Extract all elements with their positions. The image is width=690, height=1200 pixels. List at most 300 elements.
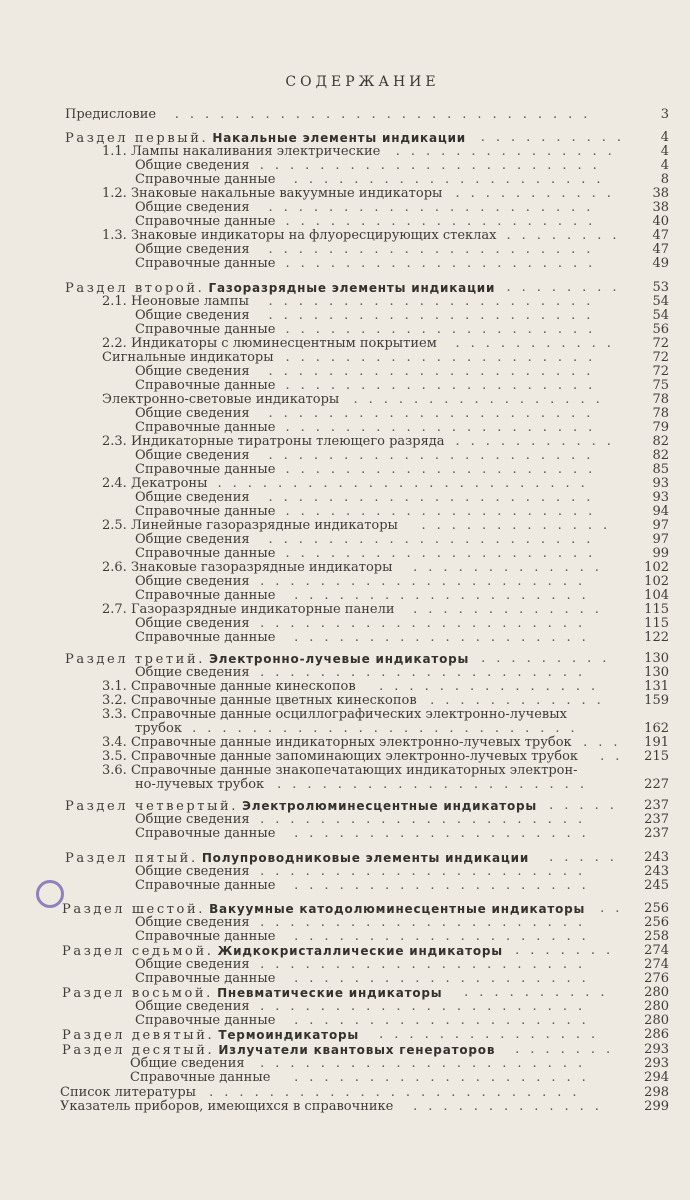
dot-leader: ........... bbox=[455, 186, 622, 201]
toc-entry-text bbox=[102, 295, 249, 309]
toc-page-number: 115 bbox=[644, 602, 669, 617]
toc-entry-text bbox=[102, 603, 395, 617]
toc-entry-text bbox=[135, 879, 275, 893]
toc-entry-text bbox=[135, 505, 275, 519]
toc-row bbox=[0, 519, 690, 533]
dot-leader: ............... bbox=[395, 144, 623, 159]
toc-section-heading: Электролюминесцентные индикаторы bbox=[242, 799, 538, 813]
toc-entry-label: Справочные данные bbox=[135, 826, 276, 841]
toc-page-number: 53 bbox=[652, 280, 669, 295]
toc-section-row bbox=[0, 986, 690, 1000]
dot-leader: .......... bbox=[480, 130, 633, 145]
toc-row bbox=[0, 393, 690, 407]
toc-row bbox=[0, 159, 690, 173]
toc-page-number: 162 bbox=[644, 721, 669, 736]
toc-row bbox=[0, 337, 690, 351]
toc-row bbox=[0, 778, 690, 792]
dot-leader: ..................... bbox=[285, 420, 604, 435]
toc-entry-text bbox=[135, 421, 275, 435]
toc-page-number: 78 bbox=[652, 406, 669, 421]
toc-entry-text bbox=[135, 463, 275, 477]
dot-leader: ...................... bbox=[260, 1056, 594, 1071]
dot-leader: ...................... bbox=[268, 308, 602, 323]
toc-page-number: 8 bbox=[660, 172, 669, 187]
dot-leader: ..................... bbox=[285, 378, 604, 393]
toc-row bbox=[0, 575, 690, 589]
dot-leader: ...................... bbox=[260, 957, 594, 972]
toc-row bbox=[0, 449, 690, 463]
toc-section-heading: Газоразрядные элементы индикации bbox=[208, 281, 496, 295]
toc-entry-text bbox=[102, 519, 398, 533]
toc-entry-label: Общие сведения bbox=[135, 448, 250, 463]
dot-leader: ........ bbox=[506, 280, 628, 295]
toc-section-row bbox=[0, 851, 690, 865]
dot-leader: ..................... bbox=[285, 546, 604, 561]
page-title: СОДЕРЖАНИЕ bbox=[285, 74, 440, 90]
toc-entry-text bbox=[60, 1086, 196, 1100]
toc-entry-label: Справочные данные bbox=[135, 172, 276, 187]
toc-entry-label: 3.5. Справочные данные запоминающих электронно-лучевых трубок bbox=[102, 749, 579, 764]
toc-row bbox=[0, 421, 690, 435]
toc-section-heading: Жидкокристаллические индикаторы bbox=[217, 944, 503, 958]
toc-entry-label: Общие сведения bbox=[135, 200, 250, 215]
toc-row bbox=[0, 1100, 690, 1114]
toc-row bbox=[0, 1071, 690, 1085]
toc-entry-label: 2.4. Декатроны bbox=[102, 476, 208, 491]
toc-page-number: 280 bbox=[644, 985, 669, 1000]
dot-leader: ...................... bbox=[268, 242, 602, 257]
toc-entry-label: Общие сведения bbox=[135, 308, 250, 323]
toc-page-number: 237 bbox=[644, 812, 669, 827]
toc-entry-text bbox=[135, 533, 250, 547]
toc-entry-label: Электронно-световые индикаторы bbox=[102, 392, 340, 407]
toc-row bbox=[0, 435, 690, 449]
dot-leader: ..................... bbox=[277, 777, 595, 792]
dot-leader: ............................ bbox=[174, 107, 599, 122]
toc-entry-text bbox=[135, 323, 275, 337]
toc-entry-label: Раздел первый. bbox=[65, 131, 209, 146]
toc-page-number: 293 bbox=[644, 1042, 669, 1057]
toc-entry-label: Общие сведения bbox=[135, 864, 250, 879]
toc-page-number: 159 bbox=[644, 693, 669, 708]
toc-entry-text bbox=[102, 435, 445, 449]
toc-entry-label: 2.2. Индикаторы с люминесцентным покрытием bbox=[102, 336, 437, 351]
toc-entry-text bbox=[135, 589, 275, 603]
toc-row bbox=[0, 1000, 690, 1014]
toc-entry-label: Список литературы bbox=[60, 1085, 197, 1100]
toc-entry-text bbox=[102, 694, 417, 708]
toc-row bbox=[0, 351, 690, 365]
dot-leader: ...................... bbox=[268, 490, 602, 505]
toc-page-number: 256 bbox=[644, 915, 669, 930]
toc-entry-label: Справочные данные bbox=[135, 971, 276, 986]
toc-page-number: 78 bbox=[652, 392, 669, 407]
toc-row bbox=[0, 243, 690, 257]
toc-entry-text bbox=[102, 477, 207, 491]
toc-page-number: 243 bbox=[644, 864, 669, 879]
toc-section-row bbox=[0, 902, 690, 916]
toc-row bbox=[0, 145, 690, 159]
toc-row bbox=[0, 215, 690, 229]
dot-leader: ............. bbox=[413, 602, 610, 617]
dot-leader: .................... bbox=[294, 826, 597, 841]
toc-entry-label: Общие сведения bbox=[135, 242, 250, 257]
toc-page-number: 72 bbox=[652, 336, 669, 351]
toc-page-number: 215 bbox=[644, 749, 669, 764]
toc-entry-label: Общие сведения bbox=[135, 406, 250, 421]
toc-page-number: 191 bbox=[644, 735, 669, 750]
toc-row bbox=[0, 477, 690, 491]
toc-entry-text bbox=[135, 972, 275, 986]
toc-row bbox=[0, 589, 690, 603]
toc-entry-label: Справочные данные bbox=[130, 1070, 271, 1085]
dot-leader: ..... bbox=[549, 850, 625, 865]
toc-entry-label: Справочные данные bbox=[135, 420, 276, 435]
dot-leader: ............. bbox=[421, 518, 619, 533]
toc-entry-text bbox=[135, 1000, 250, 1014]
toc-entry-text bbox=[102, 680, 356, 694]
toc-page-number: 280 bbox=[644, 1013, 669, 1028]
toc-entry-text bbox=[135, 215, 275, 229]
toc-section-row bbox=[0, 131, 690, 145]
dot-leader: .................... bbox=[294, 1013, 597, 1028]
toc-entry-text bbox=[135, 958, 250, 972]
dot-leader: ...................... bbox=[260, 864, 594, 879]
toc-row bbox=[0, 463, 690, 477]
toc-row bbox=[0, 865, 690, 879]
toc-row bbox=[0, 930, 690, 944]
toc-row bbox=[0, 1057, 690, 1071]
toc-row bbox=[0, 617, 690, 631]
toc-entry-label: Справочные данные bbox=[135, 929, 276, 944]
toc-page-number: 47 bbox=[652, 242, 669, 257]
dot-leader: ........ bbox=[506, 228, 628, 243]
toc-page-number: 276 bbox=[644, 971, 669, 986]
dot-leader: ............. bbox=[413, 1099, 610, 1114]
toc-entry-text bbox=[135, 916, 250, 930]
toc-row bbox=[0, 407, 690, 421]
toc-page-number: 130 bbox=[644, 651, 669, 666]
toc-entry-label: Общие сведения bbox=[135, 158, 250, 173]
toc-page-number: 79 bbox=[652, 420, 669, 435]
toc-row bbox=[0, 309, 690, 323]
toc-entry-label: Раздел девятый. bbox=[62, 1028, 215, 1043]
toc-entry-text bbox=[130, 1071, 270, 1085]
toc-page-number: 4 bbox=[660, 130, 669, 145]
toc-section-heading: Термоиндикаторы bbox=[218, 1028, 360, 1042]
toc-section-heading: Пневматические индикаторы bbox=[217, 986, 443, 1000]
toc-entry-text bbox=[102, 351, 274, 365]
toc-entry-text bbox=[135, 159, 250, 173]
dot-leader: ......... bbox=[481, 651, 618, 666]
dot-leader: .................... bbox=[294, 588, 597, 603]
toc-entry-label: Справочные данные bbox=[135, 378, 276, 393]
toc-entry-label: 3.6. Справочные данные знакопечатающих индикаторных электрон- bbox=[102, 763, 578, 778]
toc-entry-text bbox=[135, 930, 275, 944]
toc-row bbox=[0, 750, 690, 764]
toc-row bbox=[0, 547, 690, 561]
toc-entry-label: Справочные данные bbox=[135, 462, 276, 477]
toc-entry-label: Общие сведения bbox=[135, 364, 250, 379]
toc-entry-text bbox=[135, 365, 250, 379]
toc-section-heading: Излучатели квантовых генераторов bbox=[218, 1043, 496, 1057]
dot-leader: .. bbox=[600, 901, 631, 916]
toc-row bbox=[0, 257, 690, 271]
toc-entry-text bbox=[135, 173, 275, 187]
dot-leader: ..................... bbox=[285, 214, 604, 229]
toc-row bbox=[0, 879, 690, 893]
toc-page-number: 130 bbox=[644, 665, 669, 680]
toc-section-row bbox=[0, 799, 690, 813]
toc-entry-text bbox=[135, 722, 182, 736]
toc-entry-text bbox=[130, 1057, 245, 1071]
toc-entry-label: Раздел седьмой. bbox=[62, 944, 214, 959]
toc-page-number: 82 bbox=[652, 448, 669, 463]
dot-leader: ............. bbox=[413, 560, 610, 575]
dot-leader: ..................... bbox=[285, 322, 604, 337]
toc-page-number: 40 bbox=[652, 214, 669, 229]
toc-entry-label: 1.3. Знаковые индикаторы на флуоресцирующих стеклах bbox=[102, 228, 497, 243]
toc-entry-label: Общие сведения bbox=[135, 812, 250, 827]
toc-entry-label: Справочные данные bbox=[135, 256, 276, 271]
toc-entry-text bbox=[135, 491, 250, 505]
toc-row bbox=[0, 505, 690, 519]
toc-page-number: 85 bbox=[652, 462, 669, 477]
toc-entry-label: Общие сведения bbox=[135, 915, 250, 930]
toc-entry-text bbox=[135, 813, 250, 827]
toc-page-number: 97 bbox=[652, 518, 669, 533]
toc-page-number: 102 bbox=[644, 560, 669, 575]
toc-page-number: 256 bbox=[644, 901, 669, 916]
dot-leader: ............... bbox=[379, 1027, 607, 1042]
toc-row bbox=[0, 229, 690, 243]
toc-row bbox=[0, 916, 690, 930]
toc-entry-label: Справочные данные bbox=[135, 588, 276, 603]
toc-entry-label: Общие сведения bbox=[130, 1056, 245, 1071]
dot-leader: .................... bbox=[294, 878, 597, 893]
toc-entry-label: Раздел шестой. bbox=[62, 902, 205, 917]
toc-entry-label: Общие сведения bbox=[135, 532, 250, 547]
toc-entry-text bbox=[102, 337, 437, 351]
toc-section-heading: Электронно-лучевые индикаторы bbox=[209, 652, 470, 666]
toc-entry-text bbox=[135, 778, 264, 792]
toc-page-number: 243 bbox=[644, 850, 669, 865]
dot-leader: ...................... bbox=[260, 999, 594, 1014]
dot-leader: ............ bbox=[430, 693, 612, 708]
dot-leader: ...................... bbox=[268, 406, 602, 421]
toc-page-number: 299 bbox=[644, 1099, 669, 1114]
toc-entry-text bbox=[135, 407, 250, 421]
toc-entry-label: Справочные данные bbox=[135, 546, 276, 561]
toc-entry-text bbox=[135, 257, 275, 271]
dot-leader: ..................... bbox=[285, 256, 604, 271]
toc-entry-text bbox=[135, 631, 275, 645]
toc-entry-text bbox=[102, 764, 578, 778]
toc-page-number: 122 bbox=[644, 630, 669, 645]
dot-leader: ........... bbox=[455, 434, 622, 449]
toc-row bbox=[0, 631, 690, 645]
dot-leader: ..................... bbox=[293, 172, 612, 187]
toc-entry-text bbox=[60, 1100, 393, 1114]
toc-row bbox=[0, 201, 690, 215]
toc-entry-label: 2.6. Знаковые газоразрядные индикаторы bbox=[102, 560, 393, 575]
toc-section-row bbox=[0, 944, 690, 958]
toc-page-number: 237 bbox=[644, 826, 669, 841]
dot-leader: ...................... bbox=[260, 665, 594, 680]
toc-entry-label: 2.7. Газоразрядные индикаторные панели bbox=[102, 602, 395, 617]
dot-leader: ...................... bbox=[260, 616, 594, 631]
toc-page-number: 54 bbox=[652, 294, 669, 309]
toc-entry-label: 1.2. Знаковые накальные вакуумные индикаторы bbox=[102, 186, 443, 201]
toc-row bbox=[0, 603, 690, 617]
toc-entry-label: Общие сведения bbox=[135, 665, 250, 680]
toc-entry-label: Сигнальные индикаторы bbox=[102, 350, 274, 365]
toc-row bbox=[0, 736, 690, 750]
toc-entry-label: Общие сведения bbox=[135, 616, 250, 631]
toc-entry-label: Общие сведения bbox=[135, 490, 250, 505]
toc-entry-label: 3.1. Справочные данные кинескопов bbox=[102, 679, 356, 694]
dot-leader: .. bbox=[600, 749, 631, 764]
toc-entry-label: Раздел четвертый. bbox=[65, 799, 239, 814]
dot-leader: ............... bbox=[379, 679, 607, 694]
toc-row bbox=[0, 491, 690, 505]
toc-page-number: 38 bbox=[652, 200, 669, 215]
toc-row bbox=[0, 666, 690, 680]
toc-entry-label: 3.3. Справочные данные осциллографических электронно-лучевых bbox=[102, 707, 567, 722]
toc-section-row bbox=[0, 281, 690, 295]
toc-page-number: 294 bbox=[644, 1070, 669, 1085]
toc-entry-text bbox=[62, 1028, 359, 1043]
dot-leader: ...................... bbox=[260, 574, 594, 589]
toc-entry-text bbox=[102, 750, 578, 764]
toc-page-number: 293 bbox=[644, 1056, 669, 1071]
toc-page-number: 75 bbox=[652, 378, 669, 393]
toc-entry-label: Справочные данные bbox=[135, 504, 276, 519]
toc-section-heading: Накальные элементы индикации bbox=[212, 131, 466, 145]
toc-entry-text bbox=[135, 617, 250, 631]
toc-row bbox=[0, 173, 690, 187]
toc-page-number: 93 bbox=[652, 476, 669, 491]
toc-page-number: 3 bbox=[660, 107, 669, 122]
toc-entry-label: 3.2. Справочные данные цветных кинескопов bbox=[102, 693, 417, 708]
toc-row bbox=[0, 680, 690, 694]
toc-entry-text bbox=[135, 449, 250, 463]
toc-page-number: 245 bbox=[644, 878, 669, 893]
dot-leader: ... bbox=[583, 735, 629, 750]
toc-entry-label: 2.1. Неоновые лампы bbox=[102, 294, 249, 309]
toc-entry-label: Справочные данные bbox=[135, 1013, 276, 1028]
dot-leader: ..................... bbox=[285, 350, 604, 365]
toc-section-row bbox=[0, 652, 690, 666]
toc-entry-label: Справочные данные bbox=[135, 630, 276, 645]
toc-row bbox=[0, 379, 690, 393]
dot-leader: ...................... bbox=[268, 364, 602, 379]
toc-page-number: 298 bbox=[644, 1085, 669, 1100]
dot-leader: ...................... bbox=[268, 532, 602, 547]
toc-entry-text bbox=[135, 575, 250, 589]
toc-row bbox=[0, 533, 690, 547]
toc-page-number: 227 bbox=[644, 777, 669, 792]
toc-page-number: 82 bbox=[652, 434, 669, 449]
toc-entry-label: Общие сведения bbox=[135, 957, 250, 972]
toc-page-number: 258 bbox=[644, 929, 669, 944]
toc-entry-label: Раздел третий. bbox=[65, 652, 205, 667]
dot-leader: ..................... bbox=[285, 462, 604, 477]
toc-row bbox=[0, 708, 690, 722]
dot-leader: ..................... bbox=[285, 504, 604, 519]
toc-entry-label: Раздел второй. bbox=[65, 281, 205, 296]
toc-entry-text bbox=[135, 1014, 275, 1028]
toc-row bbox=[0, 958, 690, 972]
dot-leader: ...................... bbox=[268, 448, 602, 463]
toc-row bbox=[0, 827, 690, 841]
toc-page-number: 102 bbox=[644, 574, 669, 589]
toc-page-number: 237 bbox=[644, 798, 669, 813]
toc-entry-label: но-лучевых трубок bbox=[135, 777, 265, 792]
toc-page-number: 99 bbox=[652, 546, 669, 561]
toc-entry-label: Справочные данные bbox=[135, 214, 276, 229]
toc-row bbox=[0, 972, 690, 986]
toc-page-number: 4 bbox=[660, 158, 669, 173]
toc-row bbox=[0, 187, 690, 201]
toc-entry-label: трубок bbox=[135, 721, 182, 736]
toc-row bbox=[0, 1014, 690, 1028]
toc-page-number: 131 bbox=[644, 679, 669, 694]
toc-entry-text bbox=[135, 865, 250, 879]
toc-entry-label: Справочные данные bbox=[135, 878, 276, 893]
dot-leader: .................... bbox=[294, 971, 597, 986]
toc-page-number: 72 bbox=[652, 364, 669, 379]
toc-entry-label: 2.3. Индикаторные тиратроны тлеющего разряда bbox=[102, 434, 445, 449]
toc-entry-label: Раздел десятый. bbox=[62, 1043, 215, 1058]
toc-entry-label: Указатель приборов, имеющихся в справочнике bbox=[60, 1099, 394, 1114]
toc-entry-label: 2.5. Линейные газоразрядные индикаторы bbox=[102, 518, 398, 533]
toc-page-number: 280 bbox=[644, 999, 669, 1014]
toc-entry-text bbox=[102, 708, 567, 722]
toc-entry-text bbox=[135, 379, 275, 393]
toc-section-heading: Вакуумные катодолюминесцентные индикаторы bbox=[209, 902, 586, 916]
toc-entry-text bbox=[102, 736, 572, 750]
dot-leader: ......................... bbox=[209, 1085, 588, 1100]
toc-page-number: 4 bbox=[660, 144, 669, 159]
toc-page-number: 104 bbox=[644, 588, 669, 603]
toc-entry-text bbox=[102, 393, 339, 407]
dot-leader: .................... bbox=[294, 1070, 597, 1085]
toc-section-row bbox=[0, 1028, 690, 1042]
toc-page-number: 49 bbox=[652, 256, 669, 271]
dot-leader: ................. bbox=[353, 392, 611, 407]
toc-row bbox=[0, 561, 690, 575]
toc-entry-label: 1.1. Лампы накаливания электрические bbox=[102, 144, 381, 159]
toc-section-heading: Полупроводниковые элементы индикации bbox=[201, 851, 530, 865]
toc-entry-label: Раздел восьмой. bbox=[62, 986, 213, 1001]
toc-page-number: 38 bbox=[652, 186, 669, 201]
toc-entry-text bbox=[102, 229, 497, 243]
toc-row bbox=[0, 694, 690, 708]
toc-page-number: 286 bbox=[644, 1027, 669, 1042]
toc-entry-text bbox=[135, 243, 250, 257]
toc-entry-label: 3.4. Справочные данные индикаторных электронно-лучевых трубок bbox=[102, 735, 572, 750]
dot-leader: ....... bbox=[515, 1042, 622, 1057]
toc-entry-label: Общие сведения bbox=[135, 574, 250, 589]
dot-leader: ...................... bbox=[260, 812, 594, 827]
dot-leader: ........... bbox=[455, 336, 622, 351]
toc-page-number: 274 bbox=[644, 957, 669, 972]
dot-leader: ....................... bbox=[259, 158, 608, 173]
toc-entry-label: Раздел пятый. bbox=[65, 851, 198, 866]
toc-row bbox=[0, 323, 690, 337]
dot-leader: ...................... bbox=[268, 294, 602, 309]
